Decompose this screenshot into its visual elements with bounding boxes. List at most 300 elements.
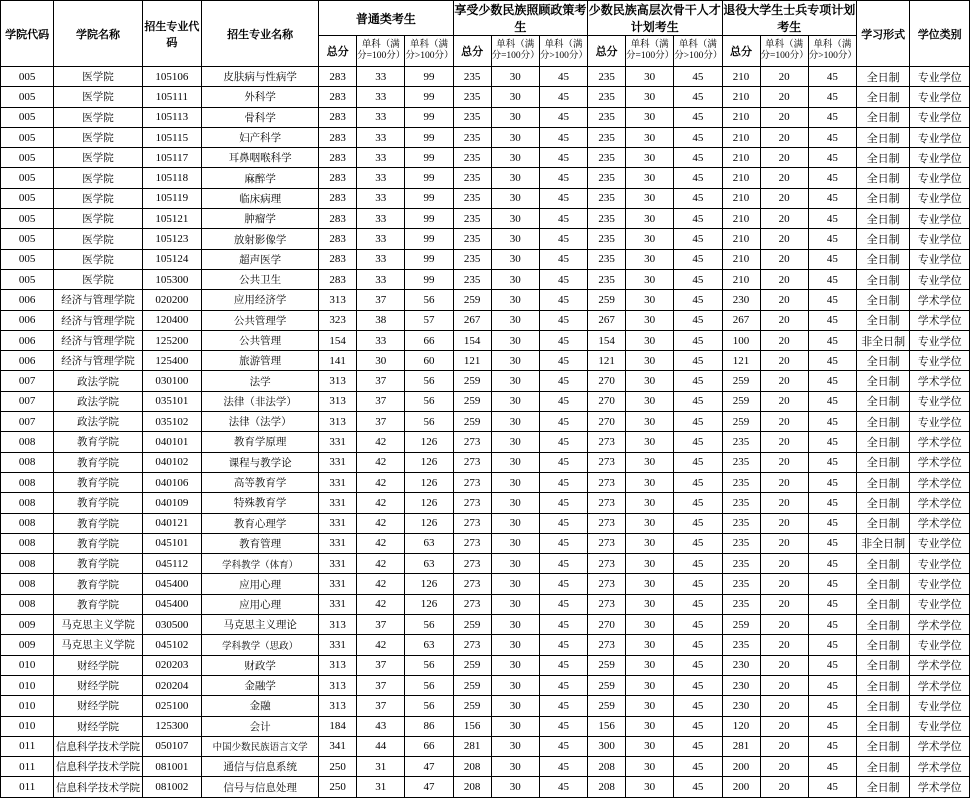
study-form-cell: 全日制 bbox=[857, 736, 910, 756]
general-sub100-cell: 30 bbox=[357, 351, 405, 371]
veteran-sub100-cell: 20 bbox=[760, 757, 808, 777]
policy-sub100-cell: 30 bbox=[491, 716, 539, 736]
backbone-sub100-cell: 30 bbox=[626, 188, 674, 208]
backbone-sub-over100-cell: 45 bbox=[674, 757, 722, 777]
veteran-sub100-cell: 20 bbox=[760, 432, 808, 452]
general-sub100-cell: 33 bbox=[357, 249, 405, 269]
veteran-sub100-cell: 20 bbox=[760, 554, 808, 574]
policy-sub-over100-cell: 45 bbox=[539, 168, 587, 188]
general-sub-over100-cell: 126 bbox=[405, 594, 453, 614]
table-row bbox=[1, 148, 970, 168]
backbone-sub-over100-cell: 45 bbox=[674, 351, 722, 371]
general-total-cell: 331 bbox=[319, 554, 357, 574]
backbone-sub100-cell: 30 bbox=[626, 655, 674, 675]
general-sub-over100-cell: 99 bbox=[405, 148, 453, 168]
backbone-sub-over100-cell: 45 bbox=[674, 127, 722, 147]
table-row bbox=[1, 777, 970, 797]
study-form-cell: 全日制 bbox=[857, 391, 910, 411]
policy-sub-over100-cell: 45 bbox=[539, 371, 587, 391]
veteran-total-cell: 259 bbox=[722, 391, 760, 411]
major-code-cell: 105118 bbox=[142, 168, 202, 188]
table-row bbox=[1, 452, 970, 472]
degree-type-cell: 学术学位 bbox=[910, 310, 970, 330]
major-code-cell: 035101 bbox=[142, 391, 202, 411]
backbone-total-cell: 208 bbox=[588, 757, 626, 777]
study-form-cell: 全日制 bbox=[857, 229, 910, 249]
general-sub-over100-cell: 56 bbox=[405, 696, 453, 716]
college-code-cell: 006 bbox=[1, 330, 54, 350]
general-sub-over100-cell: 86 bbox=[405, 716, 453, 736]
table-row bbox=[1, 107, 970, 127]
college-code-cell: 007 bbox=[1, 412, 54, 432]
table-row bbox=[1, 209, 970, 229]
backbone-total-cell: 300 bbox=[588, 736, 626, 756]
college-name-cell: 信息科学技术学院 bbox=[54, 757, 142, 777]
backbone-sub-over100-cell: 45 bbox=[674, 107, 722, 127]
major-name-cell: 旅游管理 bbox=[202, 351, 319, 371]
general-sub100-cell: 42 bbox=[357, 533, 405, 553]
header-general-sub100: 单科（满分=100分） bbox=[357, 36, 405, 67]
table-row bbox=[1, 513, 970, 533]
study-form-cell: 全日制 bbox=[857, 757, 910, 777]
table-row bbox=[1, 87, 970, 107]
backbone-sub100-cell: 30 bbox=[626, 391, 674, 411]
backbone-sub-over100-cell: 45 bbox=[674, 87, 722, 107]
college-code-cell: 011 bbox=[1, 777, 54, 797]
general-sub-over100-cell: 60 bbox=[405, 351, 453, 371]
policy-total-cell: 259 bbox=[453, 615, 491, 635]
backbone-total-cell: 273 bbox=[588, 554, 626, 574]
veteran-total-cell: 235 bbox=[722, 533, 760, 553]
policy-total-cell: 235 bbox=[453, 148, 491, 168]
veteran-sub-over100-cell: 45 bbox=[808, 736, 856, 756]
veteran-sub-over100-cell: 45 bbox=[808, 269, 856, 289]
policy-total-cell: 273 bbox=[453, 594, 491, 614]
study-form-cell: 全日制 bbox=[857, 554, 910, 574]
major-name-cell: 骨科学 bbox=[202, 107, 319, 127]
veteran-sub-over100-cell: 45 bbox=[808, 168, 856, 188]
college-name-cell: 财经学院 bbox=[54, 675, 142, 695]
general-sub100-cell: 44 bbox=[357, 736, 405, 756]
general-total-cell: 323 bbox=[319, 310, 357, 330]
policy-total-cell: 273 bbox=[453, 554, 491, 574]
major-code-cell: 105124 bbox=[142, 249, 202, 269]
policy-sub-over100-cell: 45 bbox=[539, 472, 587, 492]
policy-sub-over100-cell: 45 bbox=[539, 615, 587, 635]
veteran-total-cell: 235 bbox=[722, 574, 760, 594]
college-code-cell: 005 bbox=[1, 188, 54, 208]
backbone-total-cell: 235 bbox=[588, 148, 626, 168]
policy-sub-over100-cell: 45 bbox=[539, 107, 587, 127]
policy-total-cell: 154 bbox=[453, 330, 491, 350]
backbone-total-cell: 154 bbox=[588, 330, 626, 350]
college-name-cell: 教育学院 bbox=[54, 493, 142, 513]
veteran-sub100-cell: 20 bbox=[760, 513, 808, 533]
college-name-cell: 经济与管理学院 bbox=[54, 290, 142, 310]
general-sub-over100-cell: 56 bbox=[405, 290, 453, 310]
college-code-cell: 005 bbox=[1, 269, 54, 289]
general-sub-over100-cell: 126 bbox=[405, 574, 453, 594]
study-form-cell: 全日制 bbox=[857, 269, 910, 289]
major-code-cell: 105119 bbox=[142, 188, 202, 208]
major-name-cell: 公共管理学 bbox=[202, 310, 319, 330]
college-code-cell: 005 bbox=[1, 209, 54, 229]
general-sub100-cell: 42 bbox=[357, 594, 405, 614]
general-sub100-cell: 42 bbox=[357, 472, 405, 492]
policy-total-cell: 235 bbox=[453, 107, 491, 127]
policy-sub100-cell: 30 bbox=[491, 168, 539, 188]
veteran-sub100-cell: 20 bbox=[760, 269, 808, 289]
college-name-cell: 经济与管理学院 bbox=[54, 310, 142, 330]
veteran-sub100-cell: 20 bbox=[760, 127, 808, 147]
veteran-total-cell: 210 bbox=[722, 67, 760, 87]
college-code-cell: 011 bbox=[1, 736, 54, 756]
college-name-cell: 财经学院 bbox=[54, 716, 142, 736]
veteran-total-cell: 200 bbox=[722, 777, 760, 797]
college-code-cell: 010 bbox=[1, 696, 54, 716]
major-name-cell: 金融 bbox=[202, 696, 319, 716]
major-code-cell: 045400 bbox=[142, 594, 202, 614]
table-row bbox=[1, 533, 970, 553]
general-sub-over100-cell: 99 bbox=[405, 229, 453, 249]
policy-total-cell: 273 bbox=[453, 472, 491, 492]
header-backbone-sub100: 单科（满分=100分） bbox=[626, 36, 674, 67]
general-sub100-cell: 42 bbox=[357, 493, 405, 513]
veteran-sub-over100-cell: 45 bbox=[808, 107, 856, 127]
general-total-cell: 283 bbox=[319, 87, 357, 107]
study-form-cell: 全日制 bbox=[857, 777, 910, 797]
policy-total-cell: 267 bbox=[453, 310, 491, 330]
study-form-cell: 全日制 bbox=[857, 493, 910, 513]
table-row bbox=[1, 351, 970, 371]
backbone-sub-over100-cell: 45 bbox=[674, 148, 722, 168]
backbone-total-cell: 259 bbox=[588, 290, 626, 310]
study-form-cell: 全日制 bbox=[857, 412, 910, 432]
veteran-total-cell: 267 bbox=[722, 310, 760, 330]
backbone-total-cell: 259 bbox=[588, 675, 626, 695]
backbone-sub-over100-cell: 45 bbox=[674, 371, 722, 391]
major-name-cell: 通信与信息系统 bbox=[202, 757, 319, 777]
backbone-sub100-cell: 30 bbox=[626, 736, 674, 756]
degree-type-cell: 专业学位 bbox=[910, 269, 970, 289]
veteran-total-cell: 259 bbox=[722, 412, 760, 432]
policy-sub-over100-cell: 45 bbox=[539, 391, 587, 411]
general-total-cell: 283 bbox=[319, 107, 357, 127]
veteran-sub100-cell: 20 bbox=[760, 229, 808, 249]
major-name-cell: 课程与教学论 bbox=[202, 452, 319, 472]
backbone-total-cell: 273 bbox=[588, 594, 626, 614]
major-name-cell: 超声医学 bbox=[202, 249, 319, 269]
veteran-total-cell: 235 bbox=[722, 635, 760, 655]
major-code-cell: 105121 bbox=[142, 209, 202, 229]
major-code-cell: 040109 bbox=[142, 493, 202, 513]
table-row bbox=[1, 554, 970, 574]
backbone-sub100-cell: 30 bbox=[626, 107, 674, 127]
college-code-cell: 005 bbox=[1, 148, 54, 168]
veteran-sub-over100-cell: 45 bbox=[808, 127, 856, 147]
backbone-total-cell: 273 bbox=[588, 493, 626, 513]
veteran-sub-over100-cell: 45 bbox=[808, 574, 856, 594]
degree-type-cell: 学术学位 bbox=[910, 452, 970, 472]
degree-type-cell: 学术学位 bbox=[910, 432, 970, 452]
general-sub100-cell: 37 bbox=[357, 290, 405, 310]
degree-type-cell: 专业学位 bbox=[910, 188, 970, 208]
veteran-sub-over100-cell: 45 bbox=[808, 310, 856, 330]
college-name-cell: 教育学院 bbox=[54, 533, 142, 553]
policy-sub100-cell: 30 bbox=[491, 269, 539, 289]
policy-sub100-cell: 30 bbox=[491, 594, 539, 614]
policy-sub-over100-cell: 45 bbox=[539, 655, 587, 675]
college-name-cell: 医学院 bbox=[54, 107, 142, 127]
general-sub-over100-cell: 56 bbox=[405, 655, 453, 675]
policy-sub100-cell: 30 bbox=[491, 757, 539, 777]
general-total-cell: 283 bbox=[319, 229, 357, 249]
backbone-sub-over100-cell: 45 bbox=[674, 777, 722, 797]
veteran-sub100-cell: 20 bbox=[760, 736, 808, 756]
backbone-sub-over100-cell: 45 bbox=[674, 493, 722, 513]
college-code-cell: 010 bbox=[1, 675, 54, 695]
general-total-cell: 313 bbox=[319, 675, 357, 695]
general-total-cell: 283 bbox=[319, 127, 357, 147]
policy-sub100-cell: 30 bbox=[491, 493, 539, 513]
general-total-cell: 283 bbox=[319, 209, 357, 229]
general-sub-over100-cell: 56 bbox=[405, 371, 453, 391]
major-name-cell: 外科学 bbox=[202, 87, 319, 107]
general-sub100-cell: 42 bbox=[357, 452, 405, 472]
college-name-cell: 财经学院 bbox=[54, 696, 142, 716]
veteran-sub-over100-cell: 45 bbox=[808, 757, 856, 777]
college-code-cell: 005 bbox=[1, 107, 54, 127]
college-code-cell: 008 bbox=[1, 574, 54, 594]
veteran-sub100-cell: 20 bbox=[760, 594, 808, 614]
major-code-cell: 081001 bbox=[142, 757, 202, 777]
major-name-cell: 法律（非法学） bbox=[202, 391, 319, 411]
policy-sub-over100-cell: 45 bbox=[539, 696, 587, 716]
degree-type-cell: 专业学位 bbox=[910, 229, 970, 249]
general-sub100-cell: 37 bbox=[357, 696, 405, 716]
veteran-sub-over100-cell: 45 bbox=[808, 513, 856, 533]
veteran-total-cell: 230 bbox=[722, 655, 760, 675]
backbone-sub-over100-cell: 45 bbox=[674, 716, 722, 736]
policy-sub100-cell: 30 bbox=[491, 615, 539, 635]
veteran-total-cell: 230 bbox=[722, 696, 760, 716]
backbone-sub100-cell: 30 bbox=[626, 87, 674, 107]
study-form-cell: 全日制 bbox=[857, 351, 910, 371]
table-row bbox=[1, 655, 970, 675]
policy-sub100-cell: 30 bbox=[491, 188, 539, 208]
policy-total-cell: 235 bbox=[453, 87, 491, 107]
veteran-sub100-cell: 20 bbox=[760, 452, 808, 472]
backbone-total-cell: 156 bbox=[588, 716, 626, 736]
degree-type-cell: 专业学位 bbox=[910, 412, 970, 432]
policy-sub-over100-cell: 45 bbox=[539, 777, 587, 797]
degree-type-cell: 专业学位 bbox=[910, 107, 970, 127]
general-sub100-cell: 33 bbox=[357, 188, 405, 208]
veteran-total-cell: 235 bbox=[722, 432, 760, 452]
policy-sub-over100-cell: 45 bbox=[539, 290, 587, 310]
general-total-cell: 313 bbox=[319, 615, 357, 635]
backbone-total-cell: 270 bbox=[588, 412, 626, 432]
general-sub-over100-cell: 99 bbox=[405, 67, 453, 87]
general-sub100-cell: 31 bbox=[357, 757, 405, 777]
college-code-cell: 006 bbox=[1, 351, 54, 371]
header-major-code: 招生专业代码 bbox=[142, 1, 202, 67]
major-name-cell: 公共管理 bbox=[202, 330, 319, 350]
table-row bbox=[1, 472, 970, 492]
header-major-name: 招生专业名称 bbox=[202, 1, 319, 67]
general-sub-over100-cell: 99 bbox=[405, 249, 453, 269]
degree-type-cell: 专业学位 bbox=[910, 574, 970, 594]
general-sub-over100-cell: 126 bbox=[405, 513, 453, 533]
backbone-sub100-cell: 30 bbox=[626, 67, 674, 87]
major-name-cell: 会计 bbox=[202, 716, 319, 736]
backbone-total-cell: 273 bbox=[588, 533, 626, 553]
degree-type-cell: 专业学位 bbox=[910, 330, 970, 350]
policy-sub-over100-cell: 45 bbox=[539, 330, 587, 350]
backbone-total-cell: 273 bbox=[588, 432, 626, 452]
policy-total-cell: 273 bbox=[453, 452, 491, 472]
study-form-cell: 全日制 bbox=[857, 168, 910, 188]
college-name-cell: 马克思主义学院 bbox=[54, 635, 142, 655]
major-name-cell: 应用心理 bbox=[202, 574, 319, 594]
policy-sub100-cell: 30 bbox=[491, 127, 539, 147]
major-code-cell: 035102 bbox=[142, 412, 202, 432]
degree-type-cell: 学术学位 bbox=[910, 655, 970, 675]
veteran-sub100-cell: 20 bbox=[760, 168, 808, 188]
policy-total-cell: 273 bbox=[453, 574, 491, 594]
backbone-sub-over100-cell: 45 bbox=[674, 310, 722, 330]
degree-type-cell: 专业学位 bbox=[910, 67, 970, 87]
backbone-total-cell: 235 bbox=[588, 249, 626, 269]
college-name-cell: 医学院 bbox=[54, 269, 142, 289]
policy-total-cell: 273 bbox=[453, 432, 491, 452]
degree-type-cell: 学术学位 bbox=[910, 472, 970, 492]
policy-sub100-cell: 30 bbox=[491, 513, 539, 533]
general-total-cell: 283 bbox=[319, 188, 357, 208]
backbone-sub100-cell: 30 bbox=[626, 148, 674, 168]
general-total-cell: 283 bbox=[319, 148, 357, 168]
college-name-cell: 教育学院 bbox=[54, 432, 142, 452]
veteran-sub100-cell: 20 bbox=[760, 716, 808, 736]
veteran-sub100-cell: 20 bbox=[760, 209, 808, 229]
header-college-code: 学院代码 bbox=[1, 1, 54, 67]
study-form-cell: 非全日制 bbox=[857, 533, 910, 553]
veteran-sub100-cell: 20 bbox=[760, 249, 808, 269]
veteran-sub-over100-cell: 45 bbox=[808, 148, 856, 168]
general-total-cell: 331 bbox=[319, 452, 357, 472]
veteran-sub100-cell: 20 bbox=[760, 330, 808, 350]
veteran-total-cell: 235 bbox=[722, 513, 760, 533]
policy-sub100-cell: 30 bbox=[491, 533, 539, 553]
major-code-cell: 025100 bbox=[142, 696, 202, 716]
table-header bbox=[1, 1, 970, 67]
general-total-cell: 313 bbox=[319, 371, 357, 391]
major-code-cell: 105117 bbox=[142, 148, 202, 168]
veteran-sub100-cell: 20 bbox=[760, 87, 808, 107]
policy-total-cell: 259 bbox=[453, 391, 491, 411]
general-sub100-cell: 31 bbox=[357, 777, 405, 797]
general-total-cell: 184 bbox=[319, 716, 357, 736]
veteran-sub-over100-cell: 45 bbox=[808, 696, 856, 716]
table-row bbox=[1, 290, 970, 310]
college-name-cell: 财经学院 bbox=[54, 655, 142, 675]
backbone-sub100-cell: 30 bbox=[626, 574, 674, 594]
college-name-cell: 教育学院 bbox=[54, 594, 142, 614]
study-form-cell: 全日制 bbox=[857, 290, 910, 310]
general-total-cell: 331 bbox=[319, 513, 357, 533]
veteran-total-cell: 210 bbox=[722, 87, 760, 107]
college-name-cell: 医学院 bbox=[54, 209, 142, 229]
general-sub-over100-cell: 47 bbox=[405, 757, 453, 777]
major-name-cell: 教育管理 bbox=[202, 533, 319, 553]
backbone-sub-over100-cell: 45 bbox=[674, 554, 722, 574]
major-code-cell: 030100 bbox=[142, 371, 202, 391]
general-sub-over100-cell: 126 bbox=[405, 432, 453, 452]
policy-sub-over100-cell: 45 bbox=[539, 675, 587, 695]
veteran-total-cell: 210 bbox=[722, 107, 760, 127]
general-sub100-cell: 42 bbox=[357, 432, 405, 452]
policy-total-cell: 121 bbox=[453, 351, 491, 371]
major-name-cell: 应用经济学 bbox=[202, 290, 319, 310]
backbone-total-cell: 235 bbox=[588, 188, 626, 208]
veteran-total-cell: 235 bbox=[722, 493, 760, 513]
table-row bbox=[1, 432, 970, 452]
general-sub100-cell: 42 bbox=[357, 513, 405, 533]
college-name-cell: 教育学院 bbox=[54, 472, 142, 492]
policy-sub-over100-cell: 45 bbox=[539, 757, 587, 777]
college-code-cell: 005 bbox=[1, 67, 54, 87]
policy-sub-over100-cell: 45 bbox=[539, 493, 587, 513]
college-code-cell: 008 bbox=[1, 472, 54, 492]
degree-type-cell: 专业学位 bbox=[910, 209, 970, 229]
major-code-cell: 105106 bbox=[142, 67, 202, 87]
college-name-cell: 经济与管理学院 bbox=[54, 330, 142, 350]
general-sub-over100-cell: 99 bbox=[405, 188, 453, 208]
policy-total-cell: 259 bbox=[453, 696, 491, 716]
degree-type-cell: 学术学位 bbox=[910, 757, 970, 777]
backbone-total-cell: 273 bbox=[588, 452, 626, 472]
college-name-cell: 医学院 bbox=[54, 249, 142, 269]
study-form-cell: 全日制 bbox=[857, 615, 910, 635]
policy-total-cell: 273 bbox=[453, 533, 491, 553]
backbone-total-cell: 121 bbox=[588, 351, 626, 371]
veteran-sub100-cell: 20 bbox=[760, 777, 808, 797]
study-form-cell: 全日制 bbox=[857, 716, 910, 736]
policy-total-cell: 273 bbox=[453, 635, 491, 655]
major-code-cell: 045400 bbox=[142, 574, 202, 594]
policy-sub100-cell: 30 bbox=[491, 310, 539, 330]
backbone-sub-over100-cell: 45 bbox=[674, 452, 722, 472]
college-code-cell: 011 bbox=[1, 757, 54, 777]
policy-sub-over100-cell: 45 bbox=[539, 412, 587, 432]
policy-total-cell: 156 bbox=[453, 716, 491, 736]
veteran-sub100-cell: 20 bbox=[760, 107, 808, 127]
veteran-sub-over100-cell: 45 bbox=[808, 87, 856, 107]
table-row bbox=[1, 330, 970, 350]
college-name-cell: 医学院 bbox=[54, 87, 142, 107]
backbone-sub100-cell: 30 bbox=[626, 432, 674, 452]
backbone-sub100-cell: 30 bbox=[626, 229, 674, 249]
header-policy-total: 总分 bbox=[453, 36, 491, 67]
veteran-sub100-cell: 20 bbox=[760, 391, 808, 411]
backbone-sub100-cell: 30 bbox=[626, 127, 674, 147]
policy-total-cell: 259 bbox=[453, 655, 491, 675]
college-name-cell: 政法学院 bbox=[54, 371, 142, 391]
policy-sub100-cell: 30 bbox=[491, 412, 539, 432]
policy-sub100-cell: 30 bbox=[491, 554, 539, 574]
backbone-sub100-cell: 30 bbox=[626, 168, 674, 188]
veteran-sub-over100-cell: 45 bbox=[808, 452, 856, 472]
